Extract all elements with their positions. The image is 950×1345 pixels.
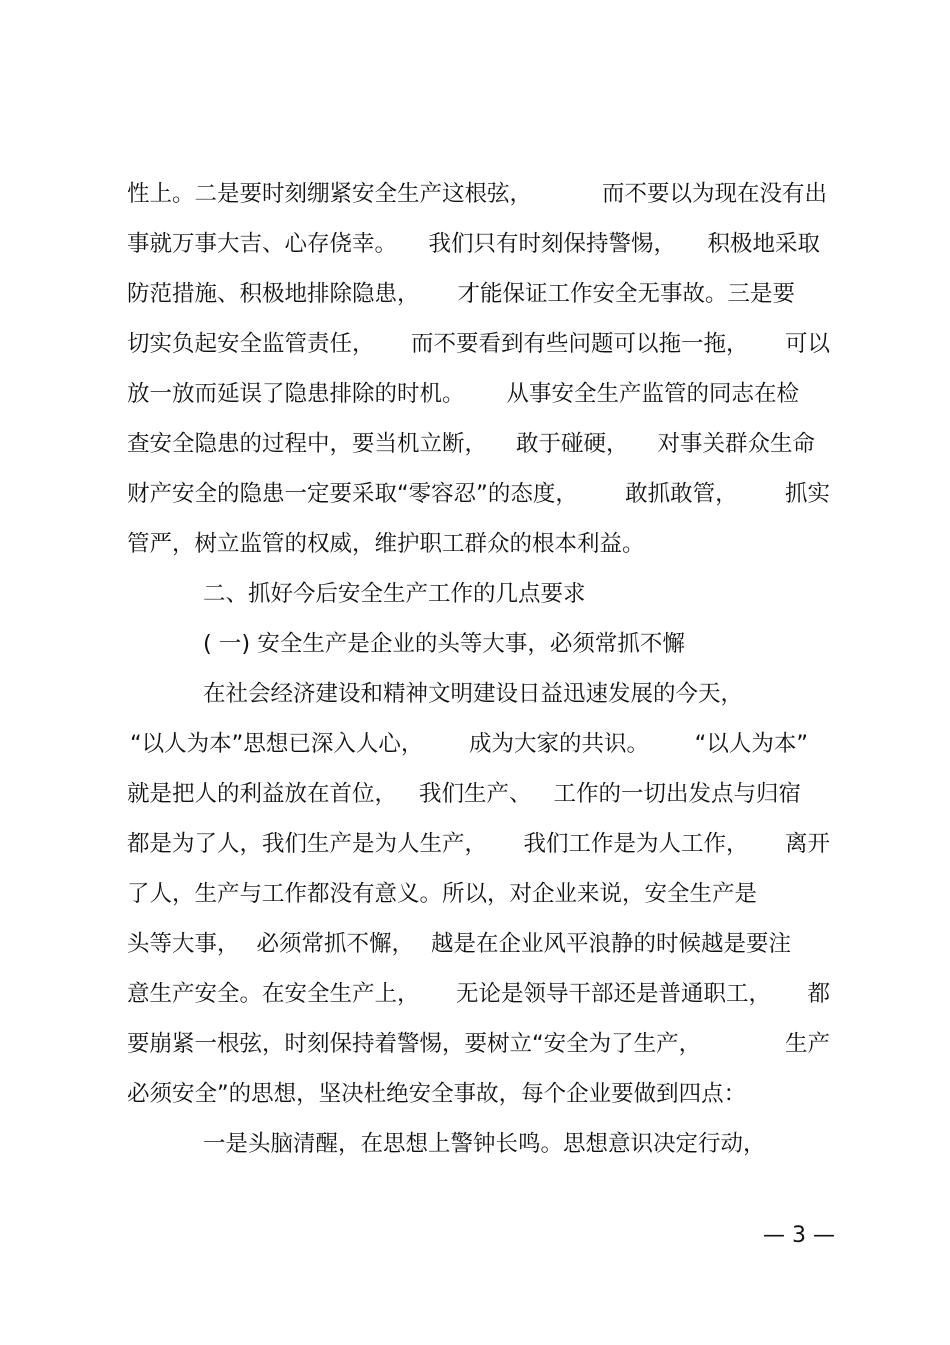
- text-segment: 离开: [784, 831, 830, 857]
- text-line: [127, 526, 832, 562]
- text-segment: 管严，树立监管的权威，维护职工群众的根本利益。: [127, 531, 645, 557]
- text-segment: 而不要以为现在没有出: [601, 181, 827, 207]
- text-segment: 从事安全生产监管的同志在检: [506, 381, 799, 407]
- text-segment: 对事关群众生命: [657, 431, 815, 457]
- text-segment: 可以: [784, 331, 830, 357]
- text-line: [127, 876, 832, 912]
- text-segment: 都: [807, 981, 830, 1007]
- text-segment: 性上。二是要时刻绷紧安全生产这根弦，: [127, 181, 533, 207]
- text-segment: 积极地采取: [707, 231, 820, 257]
- text-segment: “以人为本”: [694, 731, 808, 757]
- text-segment: 在社会经济建设和精神文明建设日益迅速发展的今天，: [203, 681, 744, 707]
- text-line: [127, 476, 830, 512]
- text-segment: 必须常抓不懈，: [256, 931, 414, 957]
- text-segment: 而不要看到有些问题可以拖一拖，: [410, 331, 749, 357]
- text-segment: 敢抓敢管，: [625, 481, 738, 507]
- text-segment: 放一放而延误了隐患排除的时机。: [127, 381, 465, 407]
- text-line: [127, 926, 791, 962]
- text-segment: 了人，生产与工作都没有意义。所以，对企业来说，安全生产是: [127, 881, 758, 907]
- text-segment: 越是在企业风平浪静的时候越是要注: [430, 931, 791, 957]
- text-segment: 工作的一切出发点与归宿: [553, 781, 801, 807]
- text-segment: 我们只有时刻保持警惕，: [428, 231, 676, 257]
- text-segment: 都是为了人，我们生产是为人生产，: [127, 831, 488, 857]
- text-segment: 要崩紧一根弦，时刻保持着警惕，要树立“安全为了生产，: [127, 1031, 702, 1057]
- text-segment: 切实负起安全监管责任，: [127, 331, 375, 357]
- text-segment: 敢于碰硬，: [515, 431, 629, 457]
- text-line: [127, 426, 815, 462]
- text-line: [127, 1076, 832, 1112]
- text-segment: ( 一) 安全生产是企业的头等大事，必须常抓不懈: [203, 631, 685, 657]
- text-segment: 防范措施、积极地排除隐患，: [127, 281, 420, 307]
- text-line: [127, 326, 830, 362]
- subsection-heading: [203, 626, 832, 662]
- text-segment: 生产: [784, 1031, 830, 1057]
- text-line: [127, 976, 830, 1012]
- text-segment: “以人为本”思想已深入人心，: [130, 731, 424, 757]
- text-segment: 查安全隐患的过程中，要当机立断，: [127, 431, 488, 457]
- page-number: — 3 —: [763, 1223, 835, 1248]
- text-line: [127, 176, 827, 212]
- text-line: [127, 826, 830, 862]
- text-line: [130, 726, 808, 762]
- text-segment: 财产安全的隐患一定要采取“零容忍”的态度，: [127, 481, 578, 507]
- text-line: [203, 676, 832, 712]
- text-segment: 无论是领导干部还是普通职工，: [455, 981, 771, 1007]
- text-line: [127, 376, 799, 412]
- text-segment: 我们工作是为人工作，: [523, 831, 749, 857]
- text-line: [127, 276, 795, 312]
- text-segment: 抓实: [784, 481, 830, 507]
- text-line: [127, 1026, 830, 1062]
- text-segment: 头等大事，: [127, 931, 240, 957]
- text-line: [203, 1126, 832, 1162]
- section-heading: [203, 576, 832, 612]
- text-segment: 我们生产、: [418, 781, 532, 807]
- text-segment: 就是把人的利益放在首位，: [127, 781, 398, 807]
- text-segment: 才能保证工作安全无事故。三是要: [457, 281, 795, 307]
- text-line: [127, 776, 801, 812]
- text-segment: 一是头脑清醒，在思想上警钟长鸣。思想意识决定行动，: [203, 1131, 766, 1157]
- text-line: [127, 226, 820, 262]
- text-segment: 二、抓好今后安全生产工作的几点要求: [203, 581, 586, 607]
- text-segment: 成为大家的共识。: [468, 731, 649, 757]
- text-segment: 意生产安全。在安全生产上，: [127, 981, 420, 1007]
- text-segment: 必须安全”的思想，坚决杜绝安全事故，每个企业要做到四点：: [127, 1081, 747, 1107]
- text-segment: 事就万事大吉、心存侥幸。: [127, 231, 398, 257]
